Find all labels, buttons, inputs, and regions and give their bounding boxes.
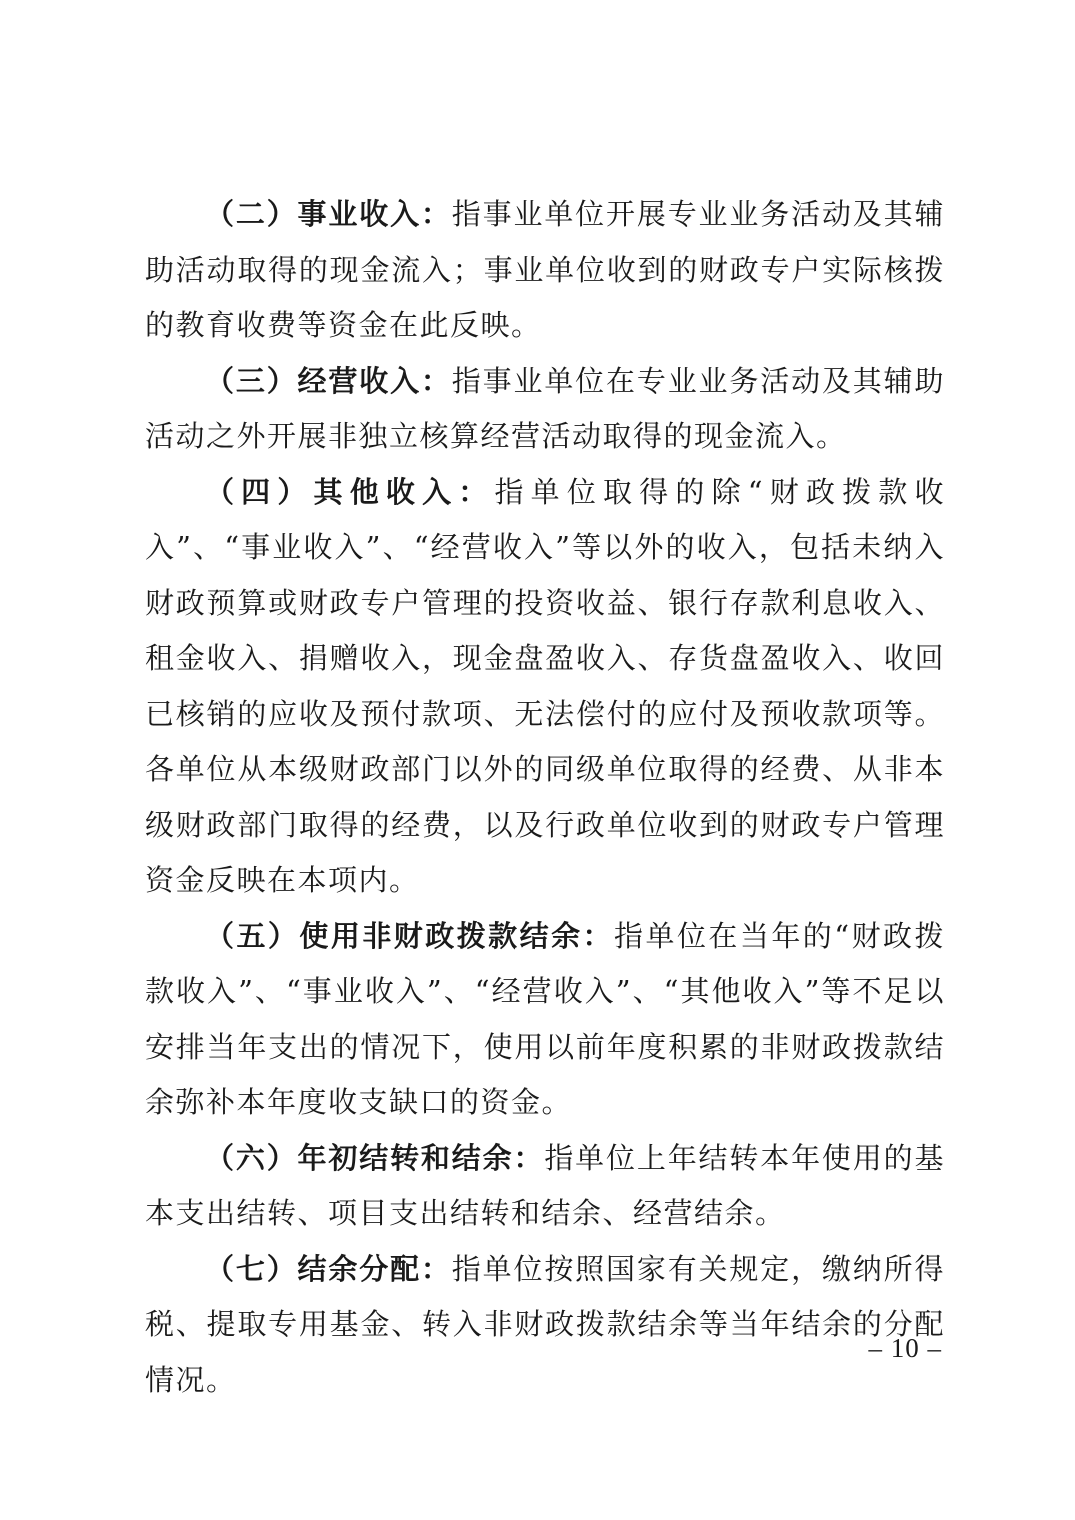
paragraph-text: 指单位按照国家有关规定，缴纳所得税、提取专用基金、转入非财政拨款结余等当年结余的分配情况。 [145,1251,945,1397]
paragraph-heading: （六）年初结转和结余： [205,1140,545,1175]
paragraph-text: 指事业单位在专业业务活动及其辅助活动之外开展非独立核算经营活动取得的现金流入。 [145,363,945,453]
document-body [145,187,945,1408]
paragraph-heading: （四）其他收入： [205,474,495,509]
paragraph-text: 指事业单位开展专业业务活动及其辅助活动取得的现金流入；事业单位收到的财政专户实际核拨的教育收费等资金在此反映。 [145,197,945,342]
paragraph-text: 指单位取得的除“财政拨款收入”、“事业收入”、“经营收入”等以外的收入，包括未纳入财政预算或财政专户管理的投资收益、银行存款利息收入、租金收入、捐赠收入，现金盘盈收入、存货盘盈收入、收回已核销的应收及预付款项、无法偿付的应付及预收款项等。各单位从本级财政部门以外的同级单位取得的经费、从非本级财政部门取得的经费，以及行政单位收到的财政专户管理资金反映在本项内。 [145,474,945,897]
paragraph-opening-carryover [145,1131,945,1242]
page-number: – 10 – [868,1333,942,1363]
paragraph-operating-income [145,354,945,465]
paragraph-other-income [145,465,945,909]
paragraph-non-fiscal-surplus [145,909,945,1131]
paragraph-heading: （三）经营收入： [205,363,452,398]
paragraph-business-income [145,187,945,354]
paragraph-text: 指单位上年结转本年使用的基本支出结转、项目支出结转和结余、经营结余。 [145,1140,945,1230]
paragraph-text: 指单位在当年的“财政拨款收入”、“事业收入”、“经营收入”、“其他收入”等不足以安排当年支出的情况下，使用以前年度积累的非财政拨款结余弥补本年度收支缺口的资金。 [145,918,945,1119]
paragraph-heading: （七）结余分配： [205,1251,452,1286]
paragraph-surplus-distribution [145,1242,945,1409]
paragraph-heading: （五）使用非财政拨款结余： [205,918,615,953]
paragraph-heading: （二）事业收入： [205,197,452,231]
